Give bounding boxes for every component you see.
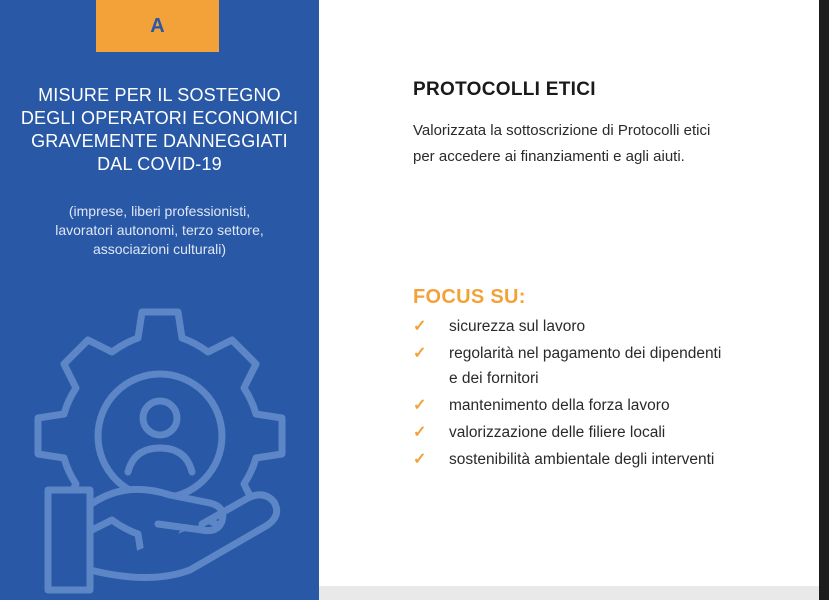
check-icon: ✓ — [413, 318, 427, 335]
focus-item-text — [449, 420, 665, 445]
section-subtitle-line: lavoratori autonomi, terzo settore, — [55, 222, 264, 238]
focus-list — [413, 314, 721, 474]
protocols-text — [413, 118, 710, 170]
section-title-line: DAL COVID-19 — [97, 154, 222, 174]
section-badge — [96, 0, 219, 52]
check-icon: ✓ — [413, 345, 427, 362]
section-title-line: DEGLI OPERATORI ECONOMICI — [20, 108, 299, 128]
focus-item — [413, 393, 721, 418]
protocols-text-line: per accedere ai finanziamenti e agli aiuti. — [413, 148, 685, 165]
section-subtitle-line: associazioni culturali) — [92, 241, 227, 257]
section-subtitle-line: (imprese, liberi professionisti, — [68, 203, 251, 219]
focus-item — [413, 420, 721, 445]
focus-item — [413, 314, 721, 339]
focus-item-line: sostenibilità ambientale degli interventi — [449, 451, 715, 468]
check-icon: ✓ — [413, 451, 427, 468]
protocols-title: PROTOCOLLI ETICI — [413, 79, 596, 100]
section-title — [0, 84, 319, 176]
focus-item — [413, 447, 721, 472]
focus-item-line: e dei fornitori — [449, 370, 539, 387]
bottom-bar — [319, 586, 819, 600]
section-badge-label: A — [150, 14, 165, 37]
left-panel — [0, 0, 319, 600]
focus-item-text — [449, 341, 721, 391]
protocols-text-line: Valorizzata la sottoscrizione di Protocolli etici — [413, 122, 711, 139]
check-icon: ✓ — [413, 424, 427, 441]
focus-item-text — [449, 314, 585, 339]
focus-title: FOCUS SU: — [413, 286, 526, 308]
section-title-line: GRAVEMENTE DANNEGGIATI — [31, 131, 288, 151]
gear-with-person-on-hand-icon — [30, 300, 290, 600]
focus-item-text — [449, 447, 714, 472]
focus-item — [413, 341, 721, 391]
check-icon: ✓ — [413, 397, 427, 414]
section-title-line: MISURE PER IL SOSTEGNO — [38, 85, 281, 105]
focus-item-line: mantenimento della forza lavoro — [449, 397, 670, 414]
focus-item-line: regolarità nel pagamento dei dipendenti — [449, 345, 722, 362]
window-edge — [819, 0, 829, 600]
focus-item-line: sicurezza sul lavoro — [449, 318, 586, 335]
focus-item-text — [449, 393, 670, 418]
section-subtitle — [0, 202, 319, 259]
focus-item-line: valorizzazione delle filiere locali — [449, 424, 666, 441]
